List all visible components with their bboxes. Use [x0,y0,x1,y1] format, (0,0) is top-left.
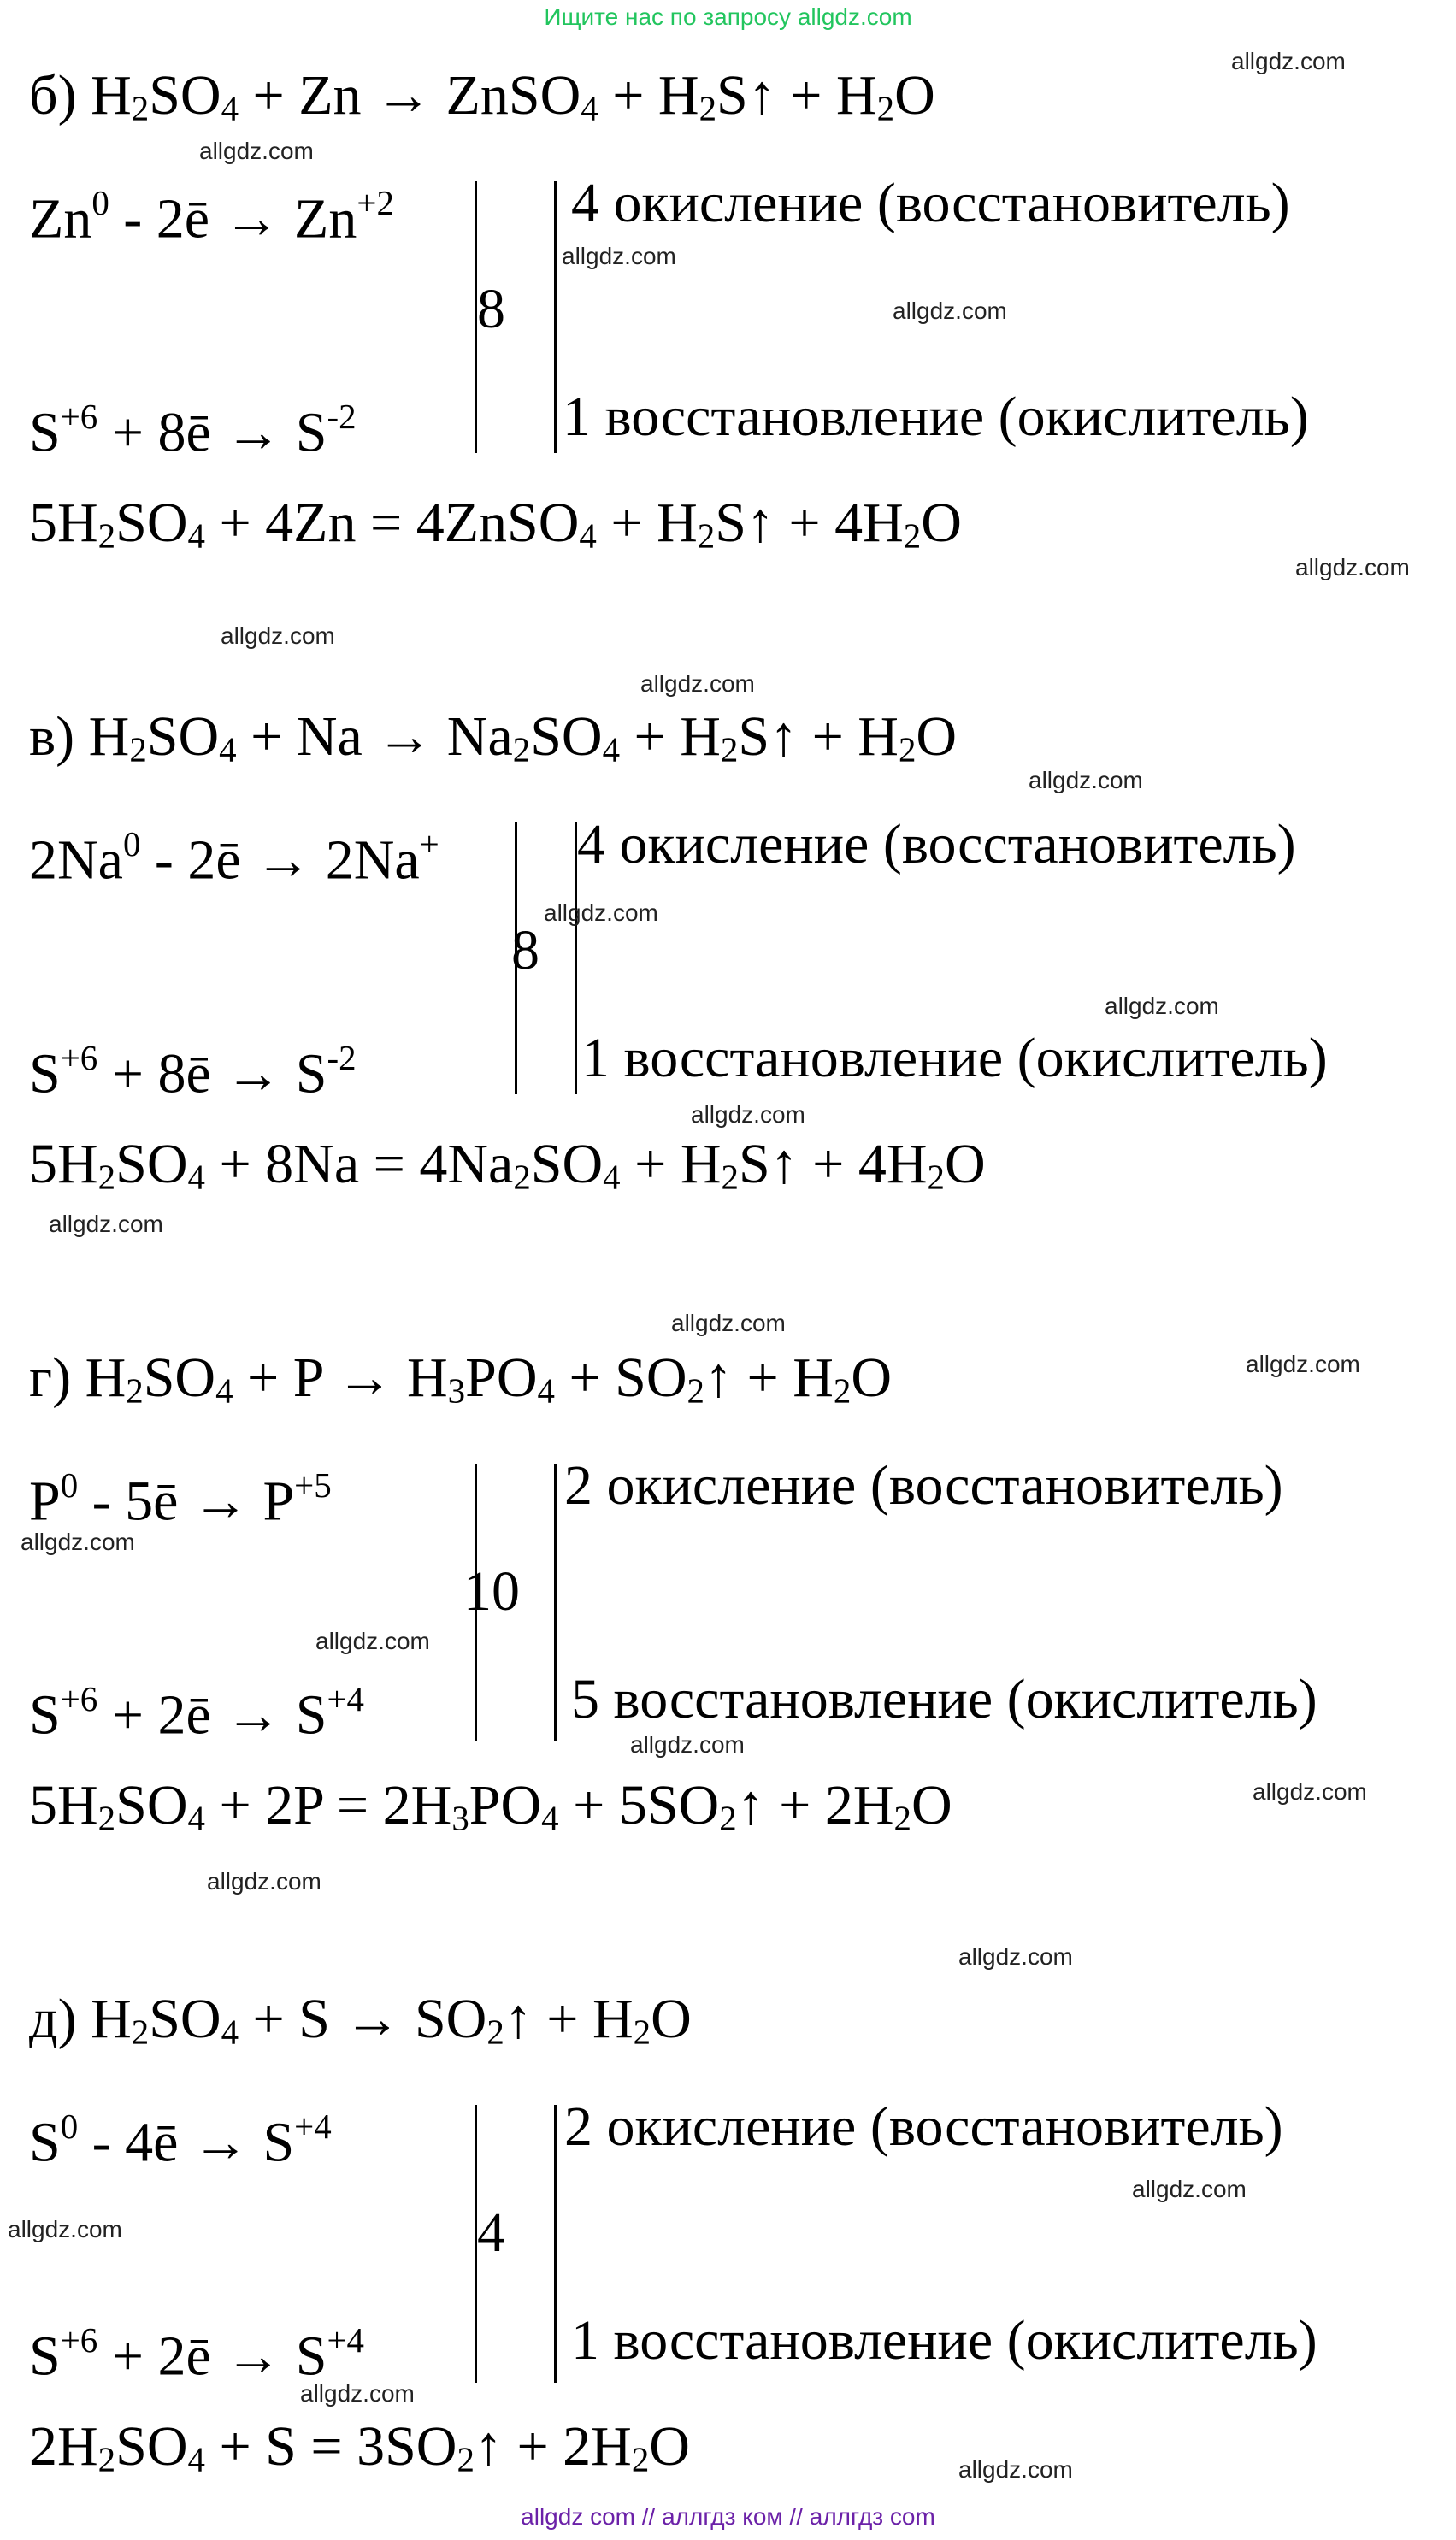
balanced-equation-v: 5H2SO4 + 8Na = 4Na2SO4 + H2S↑ + 4H2O [29,1133,986,1197]
half-reaction-reduction: $S^{+6}$ + 8ē → $S^{-2}$ [29,398,357,464]
watermark: allgdz.com [1246,1351,1360,1377]
section-label: в) [29,705,75,768]
watermark: allgdz.com [315,1628,430,1654]
half-reaction-oxidation: $P^0$ - 5ē → $P^{+5}$ [29,1466,332,1533]
reduction-note: 1 восстановление (окислитель) [571,2309,1317,2372]
multiplier: 10 [463,1560,520,1623]
watermark: allgdz.com [207,1868,321,1895]
reduction-note: 1 восстановление (окислитель) [563,386,1309,448]
watermark: allgdz.com [958,1943,1073,1970]
watermark: allgdz.com [544,899,658,926]
half-reaction-oxidation: 2Na$^0$ - 2ē → 2Na+ [29,825,439,892]
equation-d: д) H2SO4 + S → SO2↑ + H2O [29,1988,692,2052]
multiplier: 8 [511,919,539,981]
section-label: б) [29,64,77,127]
watermark: allgdz.com [8,2216,122,2242]
watermark: allgdz.com [1029,767,1143,793]
watermark: allgdz.com [630,1731,745,1758]
watermark: allgdz.com [958,2456,1073,2483]
reduction-note: 1 восстановление (окислитель) [581,1027,1328,1089]
oxidation-note: 2 окисление (восстановитель) [564,2095,1283,2158]
balanced-equation-g: 5H2SO4 + 2P = 2H3PO4 + 5SO2↑ + 2H2O [29,1774,952,1838]
watermark: allgdz.com [1231,48,1346,74]
equation-b: б) H2SO4 + Zn → ZnSO4 + H2S↑ + H2O [29,64,935,128]
watermark: allgdz.com [221,622,335,649]
balance-bar [554,181,557,453]
half-reaction-oxidation: $S^0$ - 4ē → $S^{+4}$ [29,2107,332,2174]
top-banner[interactable]: Ищите нас по запросу allgdz.com [544,3,912,30]
oxidation-note: 4 окисление (восстановитель) [577,813,1296,875]
multiplier: 8 [477,278,505,340]
section-label: г) [29,1347,72,1409]
watermark: allgdz.com [1105,993,1219,1019]
watermark: allgdz.com [562,243,676,269]
reduction-note: 5 восстановление (окислитель) [571,1668,1317,1730]
watermark: allgdz.com [893,298,1007,324]
balance-bar [554,2105,557,2383]
balanced-equation-d: 2H2SO4 + S = 3SO2↑ + 2H2O [29,2415,690,2479]
watermark: allgdz.com [21,1529,135,1555]
oxidation-note: 4 окисление (восстановитель) [571,172,1290,234]
equation-g: г) H2SO4 + P → H3PO4 + SO2↑ + H2O [29,1347,893,1411]
watermark: allgdz.com [1295,554,1410,580]
watermark: allgdz.com [1253,1778,1367,1805]
multiplier: 4 [477,2201,505,2264]
watermark: allgdz.com [300,2380,415,2407]
watermark: allgdz.com [691,1101,805,1128]
oxidation-note: 2 окисление (восстановитель) [564,1454,1283,1517]
footer-links[interactable]: allgdz com // аллгдз ком // аллгдз com [521,2503,935,2530]
section-label: д) [29,1988,77,2050]
equation-v: в) H2SO4 + Na → Na2SO4 + H2S↑ + H2O [29,705,958,769]
half-reaction-oxidation: Zn$^0$ - 2ē → $Zn^{+2}$ [29,184,394,250]
half-reaction-reduction: $S^{+6}$ + 2ē → $S^{+4}$ [29,1680,365,1747]
half-reaction-reduction: $S^{+6}$ + 8ē → $S^{-2}$ [29,1039,357,1105]
watermark: allgdz.com [1132,2176,1247,2202]
balance-bar [554,1464,557,1741]
balanced-equation-b: 5H2SO4 + 4Zn = 4ZnSO4 + H2S↑ + 4H2O [29,492,962,556]
half-reaction-reduction: $S^{+6}$ + 2ē → $S^{+4}$ [29,2321,365,2388]
watermark: allgdz.com [49,1211,163,1237]
watermark: allgdz.com [640,670,755,697]
watermark: allgdz.com [671,1310,786,1336]
watermark: allgdz.com [199,138,314,164]
